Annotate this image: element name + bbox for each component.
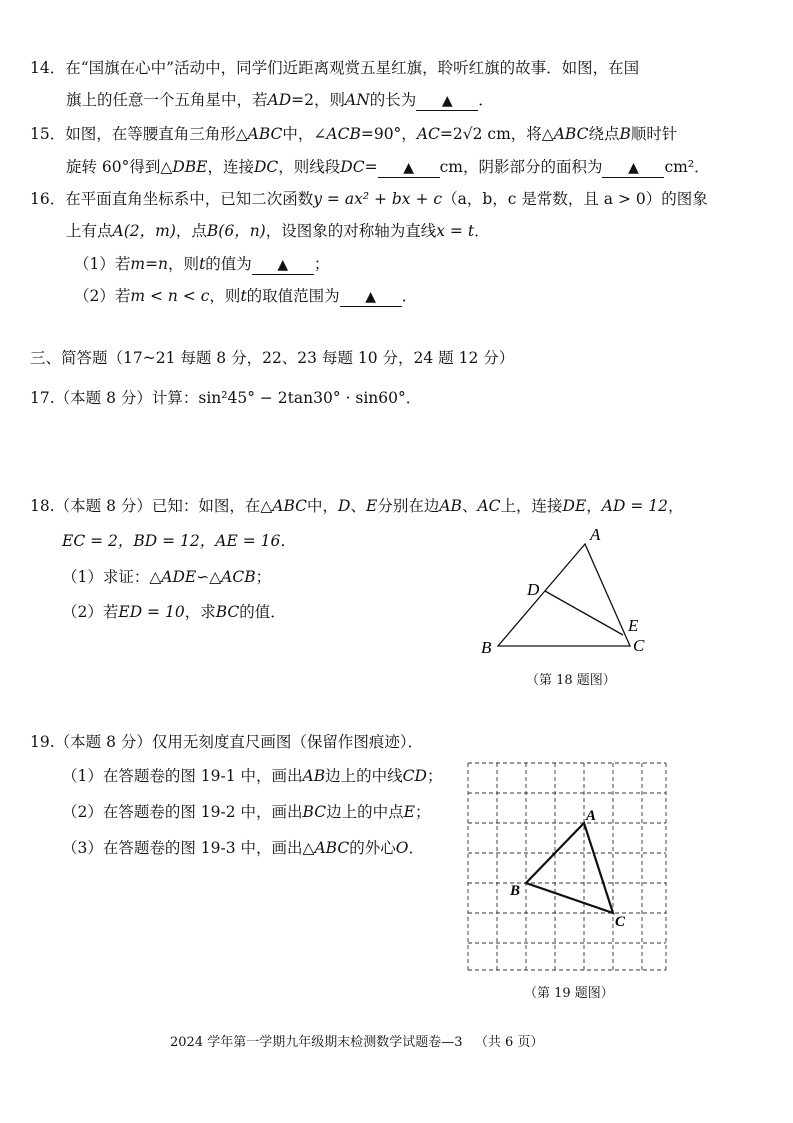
q15-text: cm²． [664, 158, 710, 176]
segment-ad: AD [267, 91, 292, 109]
label-e: E [628, 616, 639, 635]
q16-text: 在平面直角坐标系中，已知二次函数 [65, 190, 314, 208]
q15-text: cm，阴影部分的面积为 [439, 158, 603, 176]
label-d: D [527, 580, 540, 599]
variable-t: t [240, 287, 247, 305]
q18-text: 、 [350, 497, 366, 515]
triangle-marker: ▲ [277, 257, 289, 273]
label-a: A [586, 808, 597, 824]
q14-text: 旗上的任意一个五角星中，若 [66, 91, 268, 109]
label-a: A [590, 525, 601, 544]
point-o: O [395, 839, 409, 857]
segment-dc: DC [253, 158, 279, 176]
segment-dc: DC [340, 158, 365, 176]
q17-text: ． [405, 389, 422, 407]
q19-sub2 [62, 802, 430, 822]
condition: m < n < c [130, 287, 210, 305]
triangle-abc-shape [498, 544, 630, 646]
triangle-acb: ACB [221, 568, 256, 586]
q19-text: ． [408, 839, 424, 857]
triangle-marker: ▲ [365, 289, 377, 305]
q15-text: =90°， [360, 125, 417, 143]
q15-text: 如图，在等腰直角三角形△ [65, 125, 248, 143]
point-d: D [338, 497, 351, 515]
point-b: B(6，n) [206, 222, 266, 240]
segment-de-line [545, 591, 623, 635]
answer-blank [252, 255, 314, 275]
segment-ac: AC [477, 497, 501, 515]
figure-18 [470, 520, 660, 665]
axis-equation: x = t [436, 222, 475, 240]
q15-text: 中，∠ [282, 125, 327, 143]
q18-text: （1）求证：△ [62, 568, 162, 586]
q18-text: （2）若 [62, 603, 119, 621]
condition: m=n [130, 255, 169, 273]
q19-number: 19. [30, 733, 55, 751]
segment-de: DE [562, 497, 587, 515]
triangle-marker: ▲ [441, 93, 453, 109]
triangle-marker: ▲ [628, 160, 639, 176]
q19-title [30, 732, 423, 752]
q18-text: ， [586, 497, 602, 515]
page-footer [170, 1031, 543, 1050]
label-b: B [481, 638, 492, 657]
q18-text: 的值． [239, 603, 286, 621]
footer-text: 2024 学年第一学期九年级期末检测数学试题卷—3 [170, 1035, 463, 1050]
q18-text: ，求 [184, 603, 216, 621]
q18-text: ； [255, 568, 272, 586]
q18-text: 上，连接 [500, 497, 563, 515]
answer-blank [416, 91, 478, 111]
answer-blank [378, 158, 440, 178]
q16-text: ． [401, 287, 418, 305]
q15-text: 顺时针 [630, 125, 678, 143]
q19-text: （3）在答题卷的图 19-3 中，画出△ [62, 839, 315, 857]
segment-bc: BC [302, 803, 327, 821]
q14-text-line1: 在“国旗在心中”活动中，同学们近距离观赏五星红旗，聆听红旗的故事．如图，在国 [65, 59, 640, 77]
q18-text: 分别在边 [377, 497, 440, 515]
equation-ad: AD = 12 [601, 497, 668, 515]
segment-an: AN [345, 91, 370, 109]
triangle-ade: ADE [161, 568, 197, 586]
q16-text: 的取值范围为 [246, 287, 340, 305]
q18-sub2 [62, 602, 286, 622]
q19-sub3 [62, 838, 424, 858]
answer-blank [340, 287, 402, 307]
segment-ab: AB [439, 497, 462, 515]
q16-text: （1）若 [74, 255, 131, 273]
segment-ac: AC [416, 125, 440, 143]
q15-line2 [66, 157, 710, 178]
similar-symbol: ∽△ [196, 568, 222, 586]
segment-ab: AB [302, 767, 326, 785]
q16-line2 [66, 221, 490, 241]
q16-sub2 [74, 286, 417, 307]
triangle-dbe: DBE [172, 158, 208, 176]
q14-line2 [66, 90, 494, 111]
triangle-abc: ABC [553, 125, 589, 143]
q18-line1 [30, 496, 684, 516]
q16-number: 16． [30, 190, 66, 208]
label-c: C [615, 914, 626, 930]
q16-text: ，设图象的对称轴为直线 [265, 222, 437, 240]
q16-sub1 [74, 254, 329, 275]
grid-lines [468, 763, 666, 970]
q17-text: （本题 8 分）计算： [54, 389, 199, 407]
q18-text: （本题 8 分）已知：如图，在△ [54, 497, 273, 515]
q16-text: （2）若 [74, 287, 131, 305]
point-b: B [619, 125, 631, 143]
q14-text: ． [478, 91, 494, 109]
quadratic-function: y = ax² + bx + c [313, 190, 443, 208]
q14-text: 的长为 [369, 91, 417, 109]
label-c: C [633, 636, 645, 655]
q16-text: ，点 [175, 222, 207, 240]
q19-text: 边上的中线 [325, 767, 403, 785]
segment-bc: BC [215, 603, 240, 621]
q17-number: 17. [30, 389, 55, 407]
q19-text: 的外心 [349, 839, 396, 857]
q18-line2: EC = 2，BD = 12，AE = 16． [62, 532, 296, 550]
q16-text: ，则 [168, 255, 200, 273]
q19-text: ； [414, 803, 431, 821]
q19-text: （本题 8 分）仅用无刻度直尺画图（保留作图痕迹）． [54, 733, 424, 751]
figure-18-caption: （第 18 题图） [526, 673, 616, 688]
q19-text: ； [426, 767, 443, 785]
triangle-marker: ▲ [403, 160, 414, 176]
q16-text: ． [474, 222, 490, 240]
footer-pages: （共 6 页） [474, 1035, 544, 1050]
q15-text: ，连接 [207, 158, 254, 176]
q16-text: （a，b，c 是常数，且 a > 0）的图象 [442, 190, 708, 208]
q18-text: 中， [307, 497, 339, 515]
q14-line1 [30, 58, 639, 78]
q17-expression: sin²45° − 2tan30° · sin60° [198, 389, 406, 407]
q16-text: ，则 [209, 287, 241, 305]
q19-text: （2）在答题卷的图 19-2 中，画出 [62, 803, 303, 821]
q15-text: = [364, 158, 378, 176]
q15-number: 15． [30, 125, 66, 143]
angle-acb: ACB [326, 125, 361, 143]
q16-line1 [30, 189, 708, 209]
q15-text: 旋转 60°得到△ [66, 158, 173, 176]
q18-text: ， [667, 497, 684, 515]
point-e: E [403, 803, 415, 821]
q16-text: 的值为 [205, 255, 252, 273]
segment-cd: CD [402, 767, 427, 785]
triangle-abc: ABC [314, 839, 350, 857]
point-e: E [366, 497, 378, 515]
figure-19-caption: （第 19 题图） [524, 986, 614, 1001]
point-a: A(2，m) [112, 222, 176, 240]
q15-text: ，则线段 [278, 158, 341, 176]
section-heading: 三、简答题（17~21 每题 8 分，22、23 每题 10 分，24 题 12 分） [30, 349, 515, 367]
answer-blank [602, 158, 664, 178]
triangle-abc-shape [526, 823, 613, 913]
q16-text: 上有点 [66, 222, 113, 240]
variable-t: t [199, 255, 206, 273]
q18-number: 18. [30, 497, 55, 515]
q14-text: =2，则 [291, 91, 345, 109]
equation-ed: ED = 10 [118, 603, 185, 621]
triangle-abc: ABC [272, 497, 308, 515]
q18-text: 、 [461, 497, 478, 515]
q16-text: ； [313, 255, 330, 273]
q15-text: 绕点 [588, 125, 620, 143]
triangle-abc: ABC [247, 125, 283, 143]
q14-number: 14． [30, 59, 66, 77]
q19-sub1 [62, 766, 442, 786]
q17-line [30, 388, 421, 408]
q19-text: 边上的中点 [326, 803, 404, 821]
q19-text: （1）在答题卷的图 19-1 中，画出 [62, 767, 303, 785]
q15-text: =2√2 cm，将△ [439, 125, 554, 143]
label-b: B [510, 883, 521, 899]
q18-sub1 [62, 567, 271, 587]
figure-19-grid [460, 758, 670, 978]
q15-line1 [30, 124, 677, 144]
